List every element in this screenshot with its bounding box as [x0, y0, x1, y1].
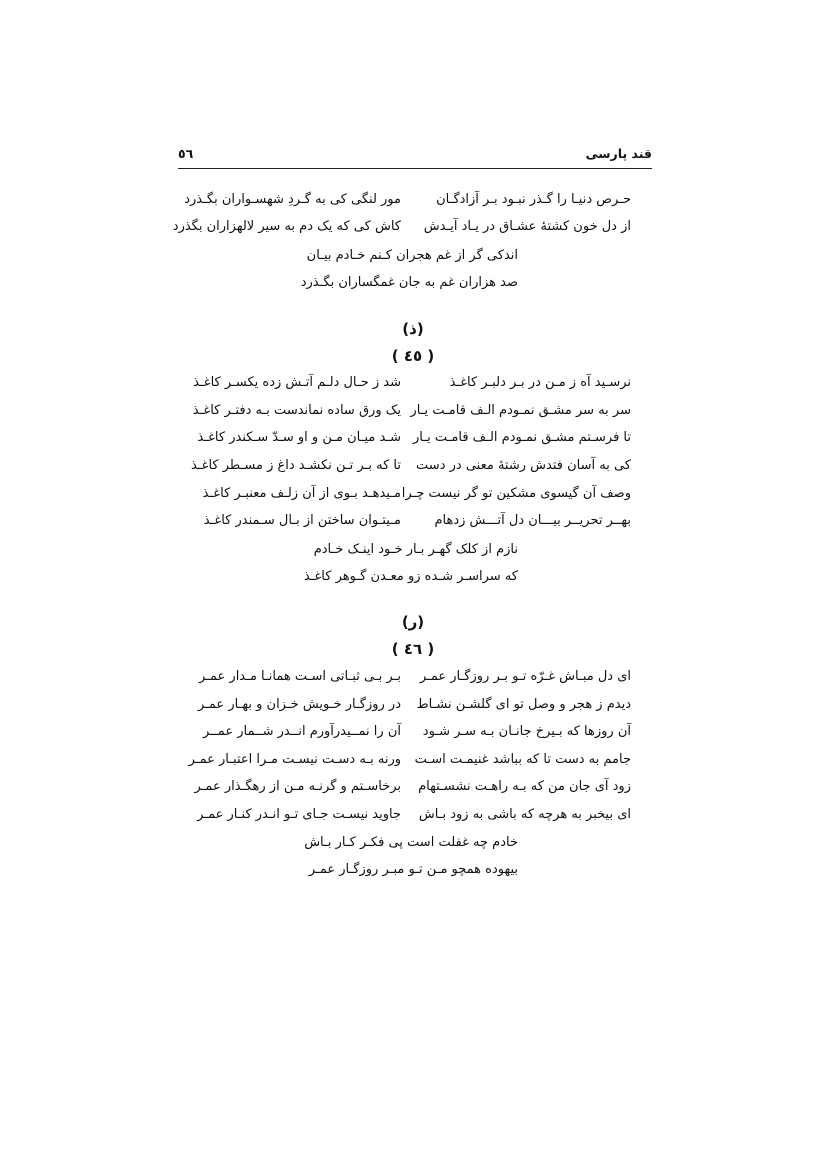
verse-hemistich-right: نرسـید آه ز مـن در بـر دلبـر کاغـذ [449, 375, 631, 390]
verse-hemistich-left: مـیتـوان ساختن از بـال سـمندر کاغـذ [203, 513, 401, 528]
section-letter-heading: (ذ) [402, 320, 424, 338]
verse-hemistich-right: زود آی جان من که بـه راهـت نشسـتهام [418, 779, 631, 794]
verse-hemistich-left: شد ز حـال دلـم آتـش زده یکسـر کاغـذ [193, 375, 401, 390]
verse-hemistich-right: ای بیخبر به هرچه که باشی به زود بـاش [418, 807, 631, 822]
verse-hemistich-right: بهــر تحریــر بیـــان دل آتـــش زدهام [434, 513, 631, 528]
verse-hemistich-left: ورنه بـه دسـت نیسـت مـرا اعتبـار عمـر [188, 752, 401, 767]
closing-line: خادم چه غفلت است پی فکـر کـار بـاش [304, 835, 518, 850]
verse-hemistich-left: مور لنگی کی به گـردِ شهسـواران بگـذرد [184, 192, 401, 207]
verse-hemistich-right: از دل خون کشتهٔ عشـاق در یـاد آیـدش [423, 219, 631, 234]
verse-hemistich-left: یک ورق ساده نماندست بـه دفتـر کاغـذ [192, 403, 401, 418]
verse-hemistich-left: تا که بـر تـن نکشـد داغ ز مسـطر کاغـذ [191, 458, 401, 473]
verse-hemistich-right: آن روزها که بـیرخ جانـان بـه سـر شـود [422, 724, 631, 739]
verse-hemistich-right: حـرص دنیـا را گـذر نبـود بـر آزادگـان [436, 192, 631, 207]
verse-hemistich-left: برخاسـتم و گرنـه مـن از رهگـذار عمـر [194, 779, 401, 794]
closing-line: نازم از کلک گهـر بـار خـود اینـک خـادم [313, 542, 518, 557]
verse-hemistich-left: کاش کی که یک دم به سیر لالهزاران بگذرد [172, 219, 401, 234]
verse-hemistich-left: آن را نمــیدرآورم انــدر شــمار عمــر [203, 724, 401, 739]
poem-number: ( ٤٦ ) [391, 640, 435, 658]
page-header [178, 140, 652, 169]
closing-line: صد هزاران غم به جان غمگساران بگـذرد [300, 275, 518, 290]
verse-hemistich-right: سر به سر مشـق نمـودم الـف قامـت یـار [410, 403, 631, 418]
poem-number: ( ٤٥ ) [391, 347, 435, 365]
verse-hemistich-right: تا فرسـتم مشـق نمـودم الـف قامـت یـار [413, 430, 631, 445]
closing-line: که سراسـر شـده زو معـدن گـوهر کاغـذ [303, 569, 518, 584]
verse-hemistich-right: ای دل مبـاش غـرّه تـو بـر روزگـار عمـر [419, 669, 631, 684]
book-title: قند پارسی [585, 146, 652, 161]
verse-hemistich-right: وصف آن گیسوی مشکین تو گر نیست چـرا [401, 486, 631, 501]
section-letter-heading: (ر) [401, 613, 425, 631]
verse-hemistich-right: جامم به دست تا که بباشد غنیمـت اسـت [414, 752, 631, 767]
verse-hemistich-right: دیدم ز هجر و وصل تو ای گلشـن نشـاط [416, 697, 631, 712]
verse-hemistich-left: در روزگـار خـویش خـزان و بهـار عمـر [197, 697, 401, 712]
verse-hemistich-left: جاوید نیسـت جـای تـو انـدر کنـار عمـر [197, 807, 401, 822]
page-number: ٥٦ [178, 146, 194, 161]
closing-line: بیهوده همچو مـن تـو مبـر روزگـار عمـر [308, 862, 518, 877]
verse-hemistich-right: کی به آسان فتدش رشتهٔ معنی در دست [416, 458, 631, 473]
closing-line: اندکی گر از غم هجران کـنم خـادم بیـان [306, 248, 518, 263]
verse-hemistich-left: شـد میـان مـن و او سـدّ سـکندر کاغـذ [197, 430, 401, 445]
verse-hemistich-left: بـر بـی ثبـاتی اسـت همانـا مـدار عمـر [199, 669, 401, 684]
verse-hemistich-left: مـیدهـد بـوی از آن زلـف معنبـر کاغـذ [202, 486, 401, 501]
